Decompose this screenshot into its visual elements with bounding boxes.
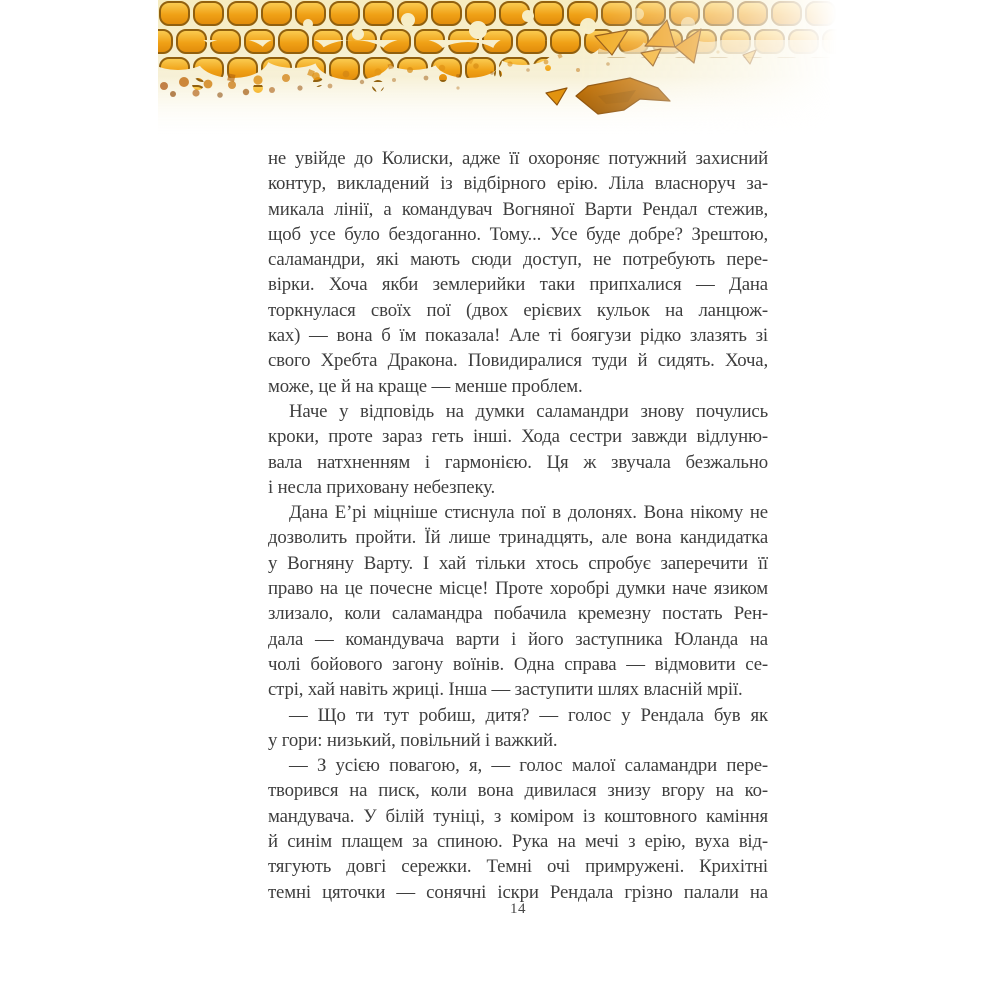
text-line: дозволить пройти. Їй лише тринадцять, але вона кандидатка	[268, 527, 768, 549]
paragraph	[268, 399, 768, 500]
text-line: може, це й на краще — менше проблем.	[268, 375, 583, 397]
text-line: злизало, коли саламандра побачила кремезну постать Рен-	[268, 603, 768, 625]
text-line: і несла приховану небезпеку.	[268, 476, 496, 498]
text-line: у Вогняну Варту. І хай тільки хтось спробує заперечити її	[268, 552, 768, 574]
text-line: саламандри, які мають сюди доступ, не потребують пере-	[268, 249, 768, 271]
text-line: Дана Е’рі міцніше стиснула пої в долонях. Вона нікому не	[289, 502, 768, 524]
text-line: не увійде до Колиски, адже її охороняє потужний захисний	[268, 148, 768, 169]
text-line: дала — командувача варти і його заступника Юланда на	[268, 628, 768, 650]
text-line: микала лінії, а командувач Вогняної Варти Рендал стежив,	[268, 198, 768, 220]
text-line: Наче у відповідь на думки саламандри знову почулись	[289, 400, 768, 422]
text-line: щоб усе було бездоганно. Тому... Усе буде добре? Зрештою,	[268, 223, 768, 245]
paragraph	[268, 146, 768, 399]
text-line: вірки. Хоча якби землерийки таки припхалися — Дана	[268, 274, 768, 296]
text-line: стрі, хай навіть жриці. Інша — заступити шлях власній мрії.	[268, 679, 743, 701]
text-line: мандувача. У білій туніці, з коміром із коштовного каміння	[268, 805, 768, 827]
text-line: контур, викладений із відбірного ерію. Ліла власноруч за-	[268, 173, 768, 195]
text-line: творився на писк, коли вона дивилася знизу вгору на ко-	[268, 780, 768, 802]
text-line: чолі бойового загону воїнів. Одна справа — відмовити се-	[268, 653, 768, 675]
text-line: ках) — вона б їм показала! Але ті боягузи рідко злазять зі	[268, 325, 768, 347]
text-line: темні цяточки — сонячні іскри Рендала грізно палали на	[268, 881, 768, 903]
text-line: у гори: низький, повільний і важкий.	[268, 729, 558, 751]
paragraph	[268, 703, 768, 754]
page-number: 14	[510, 901, 526, 917]
page-text	[268, 146, 768, 905]
text-line: тягують довгі сережки. Темні очі примружені. Крихітні	[268, 856, 768, 878]
text-line: право на це почесне місце! Проте хоробрі думки наче язиком	[268, 578, 768, 600]
text-line: свого Хребта Дракона. Повидиралися туди й сидять. Хоча,	[268, 350, 768, 372]
header-scales-artwork	[158, 0, 858, 145]
text-line: кроки, проте зараз геть інші. Хода сестри завжди відлуню-	[268, 426, 768, 448]
paragraph	[268, 500, 768, 702]
text-line: — З усією повагою, я, — голос малої саламандри пере-	[289, 755, 768, 777]
text-line: й синім плащем за спиною. Рука на мечі з ерію, вуха від-	[268, 831, 768, 853]
text-line: — Що ти тут робиш, дитя? — голос у Рендала був як	[289, 704, 768, 726]
text-line: вала натхненням і гармонією. Ця ж звучала безжально	[268, 451, 768, 473]
text-line: торкнулася своїх пої (двох ерієвих кульок на ланцюж-	[268, 299, 768, 321]
paragraph	[268, 753, 768, 905]
